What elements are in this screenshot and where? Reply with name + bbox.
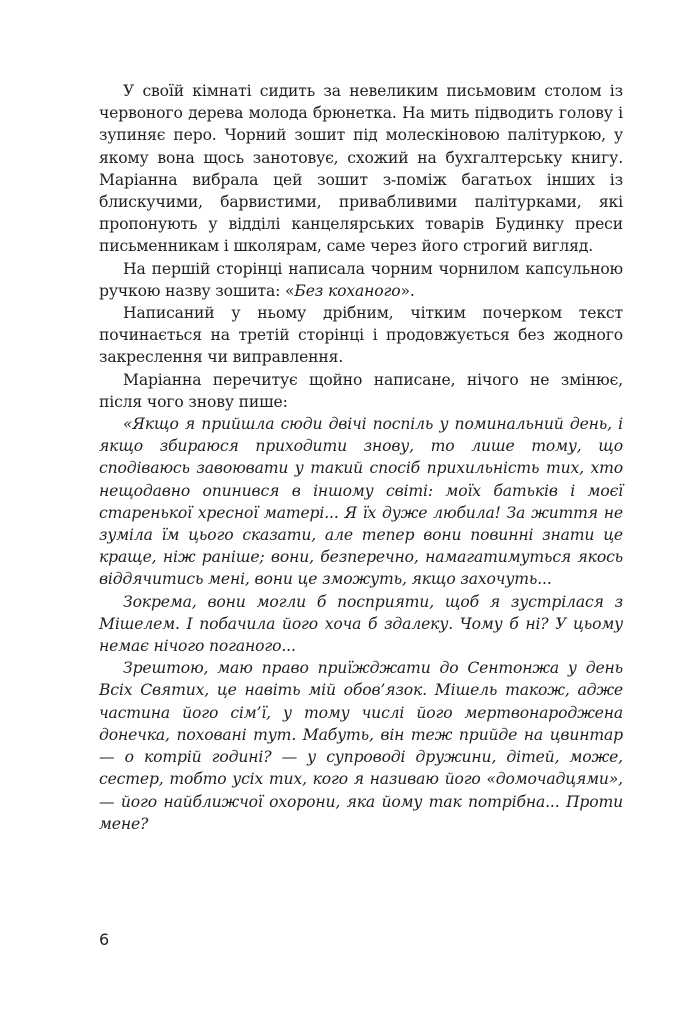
italic-paragraph: Зрештою, маю право приїжджати до Сентонжа у день Всіх Святих, це навіть мій обов’язок. Мішель також, адже частина його сім’ї, у тому числі його мертвонароджена донечка, поховані тут. Мабуть, він теж прийде на цвинтар — о котрій годині? — у супроводі дружини, дітей, може, сестер, тобто усіх тих, кого я називаю його «домочадцями», — його найближчої охорони, яка йому так потрібна... Проти мене? (99, 659, 623, 833)
paragraph-text: На першій сторінці написала чорним чорнилом капсульною ручкою назву зошита: « (99, 259, 623, 300)
paragraph: Маріанна перечитує щойно написане, нічого не змінює, після чого знову пише: (99, 370, 623, 411)
notebook-title: Без коханого (294, 281, 401, 300)
page-number: 6 (99, 930, 110, 949)
paragraph-text: ». (400, 281, 415, 300)
paragraph: У своїй кімнаті сидить за невеликим письмовим столом із червоного дерева молода брюнетка. На мить підводить голову і зупиняє перо. Чорний зошит під молескіновою палітуркою, у якому вона щось занотовує, схожий на бухгалтерську книгу. Маріанна вибрала цей зошит з-поміж багатьох інших із блискучими, барвистими, привабливими палітурками, які пропонують у відділі канцелярських товарів Будинку преси письменникам і школярам, саме через його строгий вигляд. (99, 82, 623, 256)
italic-paragraph: Зокрема, вони могли б посприяти, щоб я зустрілася з Мішелем. І побачила його хоча б здалеку. Чому б ні? У цьому немає нічого поганого... (99, 592, 623, 656)
book-page (99, 80, 623, 910)
paragraph (99, 258, 623, 302)
paragraph: Написаний у ньому дрібним, чітким почерком текст починається на третій сторінці і продовжується без жодного закреслення чи виправлення. (99, 304, 623, 367)
italic-paragraph: «Якщо я прийшла сюди двічі поспіль у поминальний день, і якщо збираюся приходити знову, то лише тому, що сподіваюсь завоювати у такий спосіб прихильність тих, хто нещодавно опинився в іншому світі: моїх батьків і моєї старенької хресної матері... Я їх дуже любила! За життя не зуміла їм цього сказати, але тепер вони повинні знати це краще, ніж раніше; вони, безперечно, намагатимуться якось віддячитись мені, вони це зможуть, якщо захочуть... (99, 415, 623, 589)
